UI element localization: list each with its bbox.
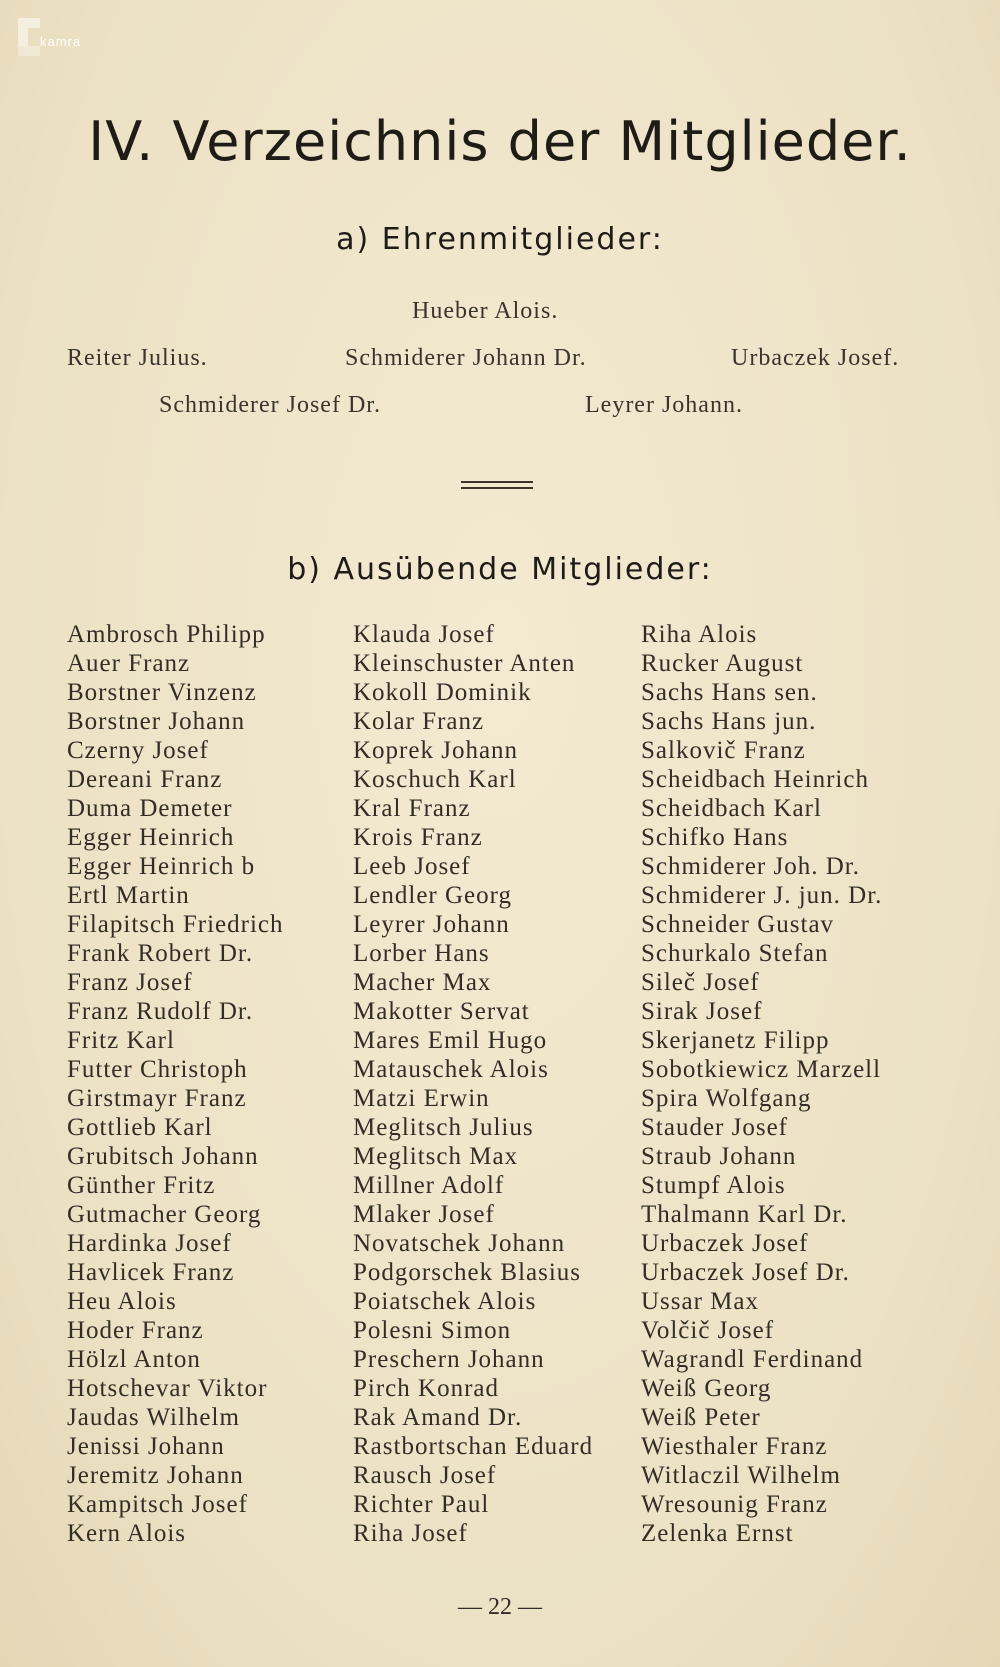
member-name: Zelenka Ernst bbox=[641, 1520, 794, 1547]
member-name: Auer Franz bbox=[67, 650, 191, 677]
members-column-1 bbox=[67, 620, 284, 1548]
member-name: Sobotkiewicz Marzell bbox=[641, 1056, 882, 1083]
member-name: Rastbortschan Eduard bbox=[353, 1433, 594, 1460]
member-name: Skerjanetz Filipp bbox=[641, 1027, 830, 1054]
member-name: Riha Alois bbox=[641, 621, 758, 648]
member-name: Sachs Hans sen. bbox=[641, 679, 818, 706]
member-name: Urbaczek Josef Dr. bbox=[641, 1259, 850, 1286]
honorary-member: Schmiderer Johann Dr. bbox=[345, 345, 587, 371]
member-name: Wagrandl Ferdinand bbox=[641, 1346, 864, 1373]
member-name: Günther Fritz bbox=[67, 1172, 216, 1199]
member-name: Kampitsch Josef bbox=[67, 1491, 248, 1518]
watermark-label: kamra bbox=[40, 34, 82, 49]
member-name: Hotschevar Viktor bbox=[67, 1375, 268, 1402]
member-name: Schmiderer Joh. Dr. bbox=[641, 853, 860, 880]
member-name: Millner Adolf bbox=[353, 1172, 505, 1199]
member-name: Richter Paul bbox=[353, 1491, 490, 1518]
member-name: Podgorschek Blasius bbox=[353, 1259, 582, 1286]
member-name: Kolar Franz bbox=[353, 708, 485, 735]
honorary-member: Reiter Julius. bbox=[67, 345, 208, 371]
honorary-member: Hueber Alois. bbox=[412, 298, 559, 324]
section-divider bbox=[461, 481, 533, 489]
member-name: Duma Demeter bbox=[67, 795, 233, 822]
member-name: Lendler Georg bbox=[353, 882, 513, 909]
member-name: Preschern Johann bbox=[353, 1346, 545, 1373]
member-name: Krois Franz bbox=[353, 824, 483, 851]
member-name: Grubitsch Johann bbox=[67, 1143, 259, 1170]
member-name: Mares Emil Hugo bbox=[353, 1027, 548, 1054]
member-name: Wiesthaler Franz bbox=[641, 1433, 828, 1460]
member-name: Weiß Peter bbox=[641, 1404, 761, 1431]
member-name: Franz Rudolf Dr. bbox=[67, 998, 254, 1025]
member-name: Hoder Franz bbox=[67, 1317, 204, 1344]
member-name: Frank Robert Dr. bbox=[67, 940, 254, 967]
member-name: Filapitsch Friedrich bbox=[67, 911, 284, 938]
honorary-member: Leyrer Johann. bbox=[585, 392, 743, 418]
member-name: Meglitsch Max bbox=[353, 1143, 519, 1170]
member-name: Macher Max bbox=[353, 969, 492, 996]
member-name: Egger Heinrich bbox=[67, 824, 235, 851]
member-name: Kleinschuster Anten bbox=[353, 650, 576, 677]
active-members-heading: b) Ausübende Mitglieder: bbox=[287, 552, 713, 587]
member-name: Havlicek Franz bbox=[67, 1259, 235, 1286]
member-name: Schurkalo Stefan bbox=[641, 940, 829, 967]
member-name: Makotter Servat bbox=[353, 998, 530, 1025]
member-name: Schmiderer J. jun. Dr. bbox=[641, 882, 883, 909]
member-name: Rausch Josef bbox=[353, 1462, 497, 1489]
member-name: Scheidbach Karl bbox=[641, 795, 822, 822]
member-name: Ambrosch Philipp bbox=[67, 621, 266, 648]
member-name: Poiatschek Alois bbox=[353, 1288, 537, 1315]
member-name: Scheidbach Heinrich bbox=[641, 766, 869, 793]
member-name: Salkovič Franz bbox=[641, 737, 806, 764]
member-name: Novatschek Johann bbox=[353, 1230, 566, 1257]
member-name: Witlaczil Wilhelm bbox=[641, 1462, 841, 1489]
member-name: Franz Josef bbox=[67, 969, 193, 996]
member-name: Fritz Karl bbox=[67, 1027, 175, 1054]
honorary-member: Urbaczek Josef. bbox=[731, 345, 900, 371]
member-name: Matauschek Alois bbox=[353, 1056, 549, 1083]
member-name: Weiß Georg bbox=[641, 1375, 772, 1402]
member-name: Heu Alois bbox=[67, 1288, 177, 1315]
member-name: Kral Franz bbox=[353, 795, 471, 822]
member-name: Dereani Franz bbox=[67, 766, 223, 793]
member-name: Rak Amand Dr. bbox=[353, 1404, 523, 1431]
page-number: — 22 — bbox=[458, 1594, 542, 1620]
member-name: Sirak Josef bbox=[641, 998, 763, 1025]
member-name: Polesni Simon bbox=[353, 1317, 512, 1344]
member-name: Futter Christoph bbox=[67, 1056, 248, 1083]
honorary-member: Schmiderer Josef Dr. bbox=[159, 392, 381, 418]
member-name: Stauder Josef bbox=[641, 1114, 788, 1141]
member-name: Jaudas Wilhelm bbox=[67, 1404, 240, 1431]
member-name: Girstmayr Franz bbox=[67, 1085, 247, 1112]
member-name: Pirch Konrad bbox=[353, 1375, 499, 1402]
member-name: Klauda Josef bbox=[353, 621, 495, 648]
member-name: Matzi Erwin bbox=[353, 1085, 490, 1112]
member-name: Wresounig Franz bbox=[641, 1491, 828, 1518]
member-name: Czerny Josef bbox=[67, 737, 209, 764]
member-name: Borstner Johann bbox=[67, 708, 246, 735]
member-name: Rucker August bbox=[641, 650, 804, 677]
member-name: Ertl Martin bbox=[67, 882, 190, 909]
member-name: Volčič Josef bbox=[641, 1317, 775, 1344]
member-name: Gutmacher Georg bbox=[67, 1201, 262, 1228]
member-name: Lorber Hans bbox=[353, 940, 490, 967]
member-name: Koprek Johann bbox=[353, 737, 519, 764]
members-column-2 bbox=[353, 620, 593, 1548]
member-name: Leeb Josef bbox=[353, 853, 471, 880]
members-column-3 bbox=[641, 620, 882, 1548]
member-name: Gottlieb Karl bbox=[67, 1114, 213, 1141]
member-name: Egger Heinrich b bbox=[67, 853, 256, 880]
member-name: Kokoll Dominik bbox=[353, 679, 532, 706]
member-name: Urbaczek Josef bbox=[641, 1230, 809, 1257]
member-name: Kern Alois bbox=[67, 1520, 187, 1547]
honorary-members-heading: a) Ehrenmitglieder: bbox=[336, 222, 664, 257]
member-name: Stumpf Alois bbox=[641, 1172, 786, 1199]
member-name: Riha Josef bbox=[353, 1520, 468, 1547]
member-name: Sileč Josef bbox=[641, 969, 760, 996]
member-name: Meglitsch Julius bbox=[353, 1114, 534, 1141]
member-name: Hardinka Josef bbox=[67, 1230, 232, 1257]
member-name: Mlaker Josef bbox=[353, 1201, 495, 1228]
member-name: Spira Wolfgang bbox=[641, 1085, 812, 1112]
member-name: Koschuch Karl bbox=[353, 766, 517, 793]
member-name: Jenissi Johann bbox=[67, 1433, 225, 1460]
member-name: Borstner Vinzenz bbox=[67, 679, 257, 706]
member-name: Hölzl Anton bbox=[67, 1346, 201, 1373]
member-name: Schneider Gustav bbox=[641, 911, 835, 938]
member-name: Ussar Max bbox=[641, 1288, 760, 1315]
member-name: Straub Johann bbox=[641, 1143, 797, 1170]
member-name: Sachs Hans jun. bbox=[641, 708, 817, 735]
page-title: IV. Verzeichnis der Mitglieder. bbox=[88, 110, 912, 173]
member-name: Jeremitz Johann bbox=[67, 1462, 244, 1489]
member-name: Thalmann Karl Dr. bbox=[641, 1201, 848, 1228]
member-name: Schifko Hans bbox=[641, 824, 789, 851]
member-name: Leyrer Johann bbox=[353, 911, 510, 938]
